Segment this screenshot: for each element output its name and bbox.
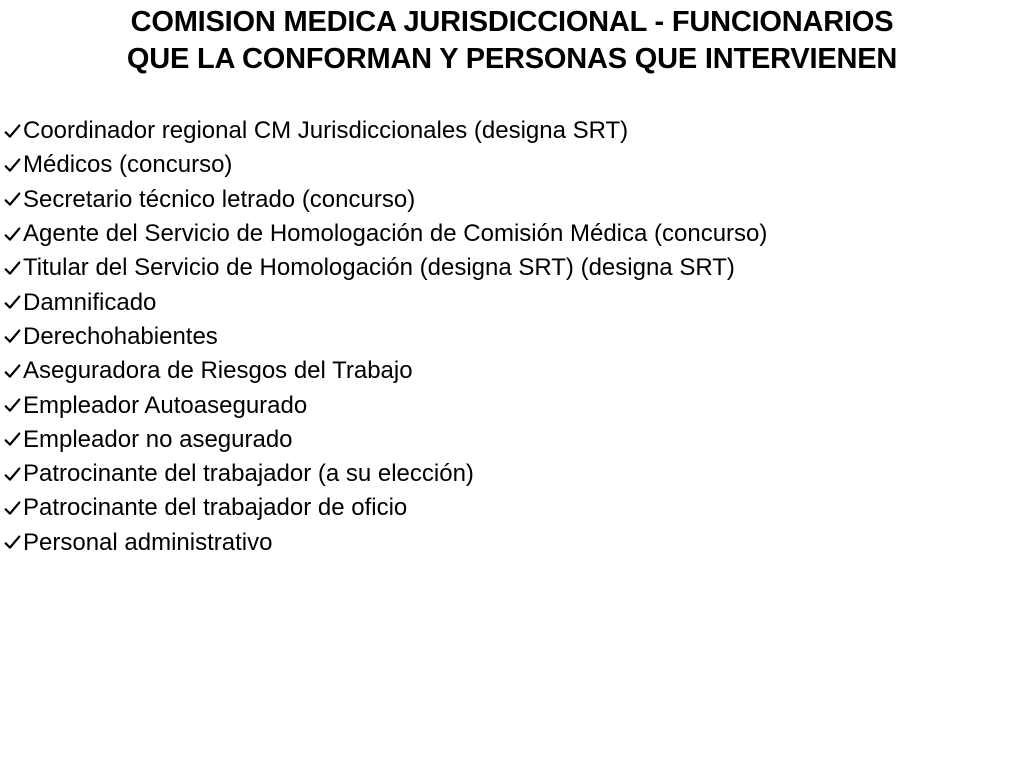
list-item-label: Agente del Servicio de Homologación de Comisión Médica (concurso) (23, 220, 768, 248)
check-icon (4, 431, 21, 448)
list-item (4, 148, 767, 182)
list-item-label: Patrocinante del trabajador (a su elección) (23, 460, 474, 488)
check-icon (4, 397, 21, 414)
check-icon (4, 363, 21, 380)
list-item (4, 491, 767, 525)
check-icon (4, 157, 21, 174)
check-icon (4, 123, 21, 140)
list-item-label: Empleador no asegurado (23, 425, 293, 453)
bullet-list (4, 114, 767, 560)
check-icon (4, 294, 21, 311)
list-item-label: Derechohabientes (23, 322, 218, 350)
list-item (4, 285, 767, 319)
list-item-label: Damnificado (23, 288, 157, 316)
list-item-label: Empleador Autoasegurado (23, 391, 308, 419)
title-line-1: COMISION MEDICA JURISDICCIONAL - FUNCIONARIOS (130, 6, 894, 38)
list-item-label: Titular del Servicio de Homologación (designa SRT) (designa SRT) (23, 254, 735, 282)
list-item (4, 183, 767, 217)
list-item (4, 217, 767, 251)
check-icon (4, 191, 21, 208)
list-item-label: Aseguradora de Riesgos del Trabajo (23, 357, 413, 385)
slide-title (0, 4, 1024, 78)
list-item-label: Médicos (concurso) (23, 151, 233, 179)
list-item (4, 354, 767, 388)
list-item (4, 423, 767, 457)
title-line-2: QUE LA CONFORMAN Y PERSONAS QUE INTERVIENEN (126, 43, 898, 75)
check-icon (4, 226, 21, 243)
list-item (4, 388, 767, 422)
list-item-label: Patrocinante del trabajador de oficio (23, 494, 408, 522)
check-icon (4, 534, 21, 551)
check-icon (4, 260, 21, 277)
list-item (4, 320, 767, 354)
list-item (4, 526, 767, 560)
list-item-label: Secretario técnico letrado (concurso) (23, 185, 416, 213)
check-icon (4, 466, 21, 483)
list-item-label: Coordinador regional CM Jurisdiccionales (designa SRT) (23, 117, 629, 145)
list-item (4, 251, 767, 285)
check-icon (4, 328, 21, 345)
list-item (4, 114, 767, 148)
check-icon (4, 500, 21, 517)
list-item (4, 457, 767, 491)
list-item-label: Personal administrativo (23, 528, 273, 556)
